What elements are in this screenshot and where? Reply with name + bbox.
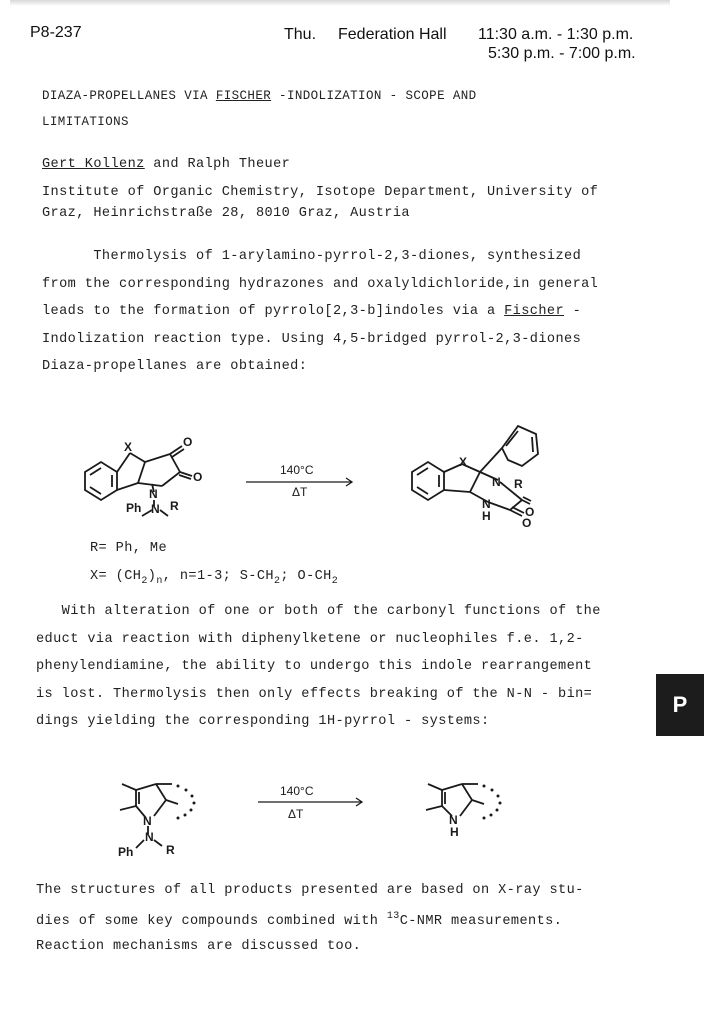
reactant-label-r: R (170, 499, 179, 513)
conditions-heat: ΔT (292, 485, 308, 499)
para2-line-4: is lost. Thermolysis then only effects breaking of the N-N - bin= (36, 687, 593, 702)
para2-line-1: With alteration of one or both of the carbonyl functions of the (36, 604, 601, 619)
reactant-label-o1: O (183, 435, 193, 449)
para3-line-3: Reaction mechanisms are discussed too. (36, 939, 362, 954)
conditions2-temperature: 140°C (280, 784, 314, 798)
scan-edge (10, 0, 670, 6)
para1-line-2: from the corresponding hydrazones and oxalyldichloride,in general (42, 277, 599, 292)
session-venue: Federation Hall (338, 26, 447, 43)
product2-label-h: H (450, 825, 459, 839)
session-time-2: 5:30 p.m. - 7:00 p.m. (488, 45, 636, 62)
ring-dots-2 (483, 785, 502, 820)
reactant2-label-r: R (166, 843, 175, 857)
reaction-scheme-1 (70, 420, 630, 530)
para1-line-4: Indolization reaction type. Using 4,5-bridged pyrrol-2,3-diones (42, 332, 582, 347)
conditions-temperature: 140°C (280, 463, 314, 477)
title-part: -INDOLIZATION - SCOPE AND (271, 89, 477, 103)
para-text: leads to the formation of pyrrolo[2,3-b]indoles via a (42, 304, 505, 319)
abstract-title-line-1 (42, 89, 477, 103)
reactant-label-ph: Ph (126, 501, 142, 515)
abstract-code: P8-237 (30, 24, 82, 41)
product-label-n1: N (492, 475, 501, 489)
abstract-title-line-2: LIMITATIONS (42, 115, 129, 129)
product-label-o1: O (525, 505, 535, 519)
para2-line-3: phenylendiamine, the ability to undergo this indole rearrangement (36, 659, 593, 674)
para3-line-2 (36, 911, 562, 929)
reactant-label-x: X (124, 440, 133, 454)
para1-line-3 (42, 304, 581, 319)
reactant2-label-n1: N (143, 814, 152, 828)
reactant2-label-n2: N (145, 830, 154, 844)
conditions2-heat: ΔT (288, 807, 304, 821)
reactant-label-n2: N (151, 502, 160, 516)
para1-line-1: Thermolysis of 1-arylamino-pyrrol-2,3-diones, synthesized (42, 249, 582, 264)
reactant-label-o2: O (193, 470, 203, 484)
subst-subscript: 2 (331, 576, 339, 587)
affiliation-line-2: Graz, Heinrichstraße 28, 8010 Graz, Austria (42, 206, 410, 221)
subst-text: ; O-CH (280, 569, 332, 584)
ring-dots-1 (177, 785, 196, 820)
session-time-1: 11:30 a.m. - 1:30 p.m. (478, 26, 634, 43)
reaction-scheme-2 (100, 770, 560, 870)
subst-subscript: 2 (273, 576, 281, 587)
para2-line-2: educt via reaction with diphenylketene or nucleophiles f.e. 1,2- (36, 632, 584, 647)
title-part: DIAZA-PROPELLANES VIA (42, 89, 216, 103)
para1-line-5: Diaza-propellanes are obtained: (42, 359, 308, 374)
subst-subscript: 2 (141, 576, 148, 587)
title-underlined: FISCHER (215, 89, 272, 103)
presenting-author: Gert Kollenz (42, 157, 145, 172)
product-label-x: X (459, 455, 468, 469)
substituent-r: R= Ph, Me (90, 541, 168, 556)
subst-text: ) (147, 569, 157, 584)
para-text: dies of some key compounds combined with (36, 914, 387, 929)
para3-line-1: The structures of all products presented are based on X-ray stu- (36, 883, 584, 898)
subst-text: X= (CH (90, 569, 142, 584)
reaction-arrow-2 (258, 784, 362, 821)
para-text: - (564, 304, 582, 319)
product-label-h: H (482, 509, 491, 523)
subst-subscript: n (156, 576, 163, 587)
affiliation-line-1: Institute of Organic Chemistry, Isotope Department, University of (42, 185, 599, 200)
isotope-superscript: 13 (386, 911, 400, 922)
subst-text: , n=1-3; S-CH (162, 569, 274, 584)
substituent-x (90, 569, 338, 587)
product-label-n2: N (482, 497, 491, 511)
co-author: and Ralph Theuer (144, 157, 291, 172)
product-label-r: R (514, 477, 523, 491)
product-structure (412, 426, 538, 516)
product2-label-n: N (449, 813, 458, 827)
product-label-o2: O (522, 516, 532, 530)
section-tab: P (656, 674, 704, 736)
reactant2-label-ph: Ph (118, 845, 134, 859)
reaction-arrow-1 (246, 463, 352, 499)
para-underlined: Fischer (504, 304, 565, 319)
authors (42, 157, 290, 172)
reactant-label-n1: N (149, 487, 158, 501)
para-text: C-NMR measurements. (399, 914, 563, 929)
product2-structure (426, 784, 484, 816)
para2-line-5: dings yielding the corresponding 1H-pyrrol - systems: (36, 714, 490, 729)
session-day: Thu. (284, 26, 317, 43)
